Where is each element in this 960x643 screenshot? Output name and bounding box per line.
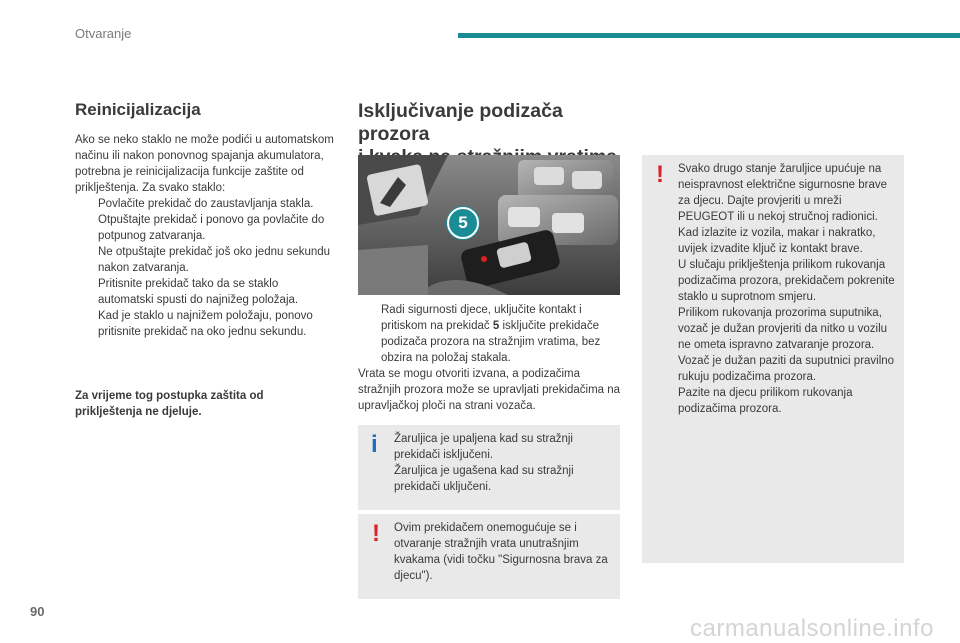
watermark: carmanualsonline.info — [690, 615, 934, 642]
door-switch-illustration — [358, 155, 620, 295]
callout-badge: 5 — [447, 207, 479, 239]
reinit-heading: Reinicijalizacija — [75, 100, 201, 119]
section-title: Otvaranje — [75, 26, 132, 41]
list-item: Pritisnite prekidač tako da se staklo automatski spusti do najnižeg položaja. — [98, 278, 299, 306]
child-lock-heading: Isključivanje podizača prozora — [358, 100, 563, 145]
info-text: Žaruljica je upaljena kad su stražnji prekidači isključeni. Žaruljica je ugašena kad su stražnji prekidači uključeni. — [394, 433, 574, 493]
reinit-steps — [75, 196, 337, 340]
warning-icon: ! — [372, 520, 380, 547]
indicator-light — [481, 256, 487, 262]
reinit-section — [75, 100, 337, 340]
warning-text: Ovim prekidačem onemogućuje se i otvaranje stražnjih vrata unutrašnjim kvakama (vidi točku "Sigurnosna brava za djecu"). — [394, 522, 608, 582]
info-box — [358, 425, 620, 510]
safety-warning-text: Svako drugo stanje žaruljice upućuje na neispravnost električne sigurnosne brave za djecu. Dajte provjeriti u mreži PEUGEOT ili u nekoj stručnoj radionici. Kad izlazite iz vozila, makar i nakratko, uvijek izvadite ključ iz kontakt brave. U slučaju priklještenja prilikom rukovanja podizačima prozora, prekidačem pokrenite staklo u suprotnom smjeru. Prilikom rukovanja prozorima suputnika, vozač je dužan provjeriti da nitko u vozilu ne ometa ispravno zatvaranje prozora. Vozač je dužan paziti da suputnici pravilno rukuju podizačima prozora. Pazite na djecu prilikom rukovanja podizačima prozora. — [678, 163, 895, 415]
list-item: Ne otpuštajte prekidač još oko jednu sekundu nakon zatvaranja. — [98, 246, 331, 274]
list-item: Kad je staklo u najnižem položaju, ponovo pritisnite prekidač na oko jednu sekundu. — [98, 310, 313, 338]
door-panel-photo — [358, 155, 620, 295]
header-accent-bar — [458, 33, 960, 38]
list-item: Otpuštajte prekidač i ponovo ga povlačite do potpunog zatvaranja. — [98, 214, 325, 242]
list-item: Povlačite prekidač do zaustavljanja stakla. — [98, 198, 314, 210]
child-lock-paragraph: Vrata se mogu otvoriti izvana, a podizačima stražnjih prozora može se upravljati prekidačima na upravljačkoj ploči na strani vozača. — [358, 368, 621, 412]
info-icon: i — [371, 431, 378, 458]
reinit-warning: Za vrijeme tog postupka zaštita od priklještenja ne djeluje. — [75, 390, 264, 418]
reinit-intro: Ako se neko staklo ne može podići u automatskom načinu ili nakon ponovnog spajanja akumulatora, potrebna je reinicijalizacija funkcije zaštite od priklještenja. Za svako staklo: — [75, 134, 334, 194]
warning-box — [358, 514, 620, 599]
safety-warning-box — [642, 155, 904, 563]
page-number: 90 — [30, 604, 45, 619]
warning-icon: ! — [656, 161, 664, 188]
list-item: Radi sigurnosti djece, uključite kontakt i pritiskom na prekidač 5 isključite prekidače podizača prozora na stražnjim vratima, bez obzira na položaj stakala. — [381, 304, 601, 364]
child-lock-instructions — [358, 302, 623, 414]
